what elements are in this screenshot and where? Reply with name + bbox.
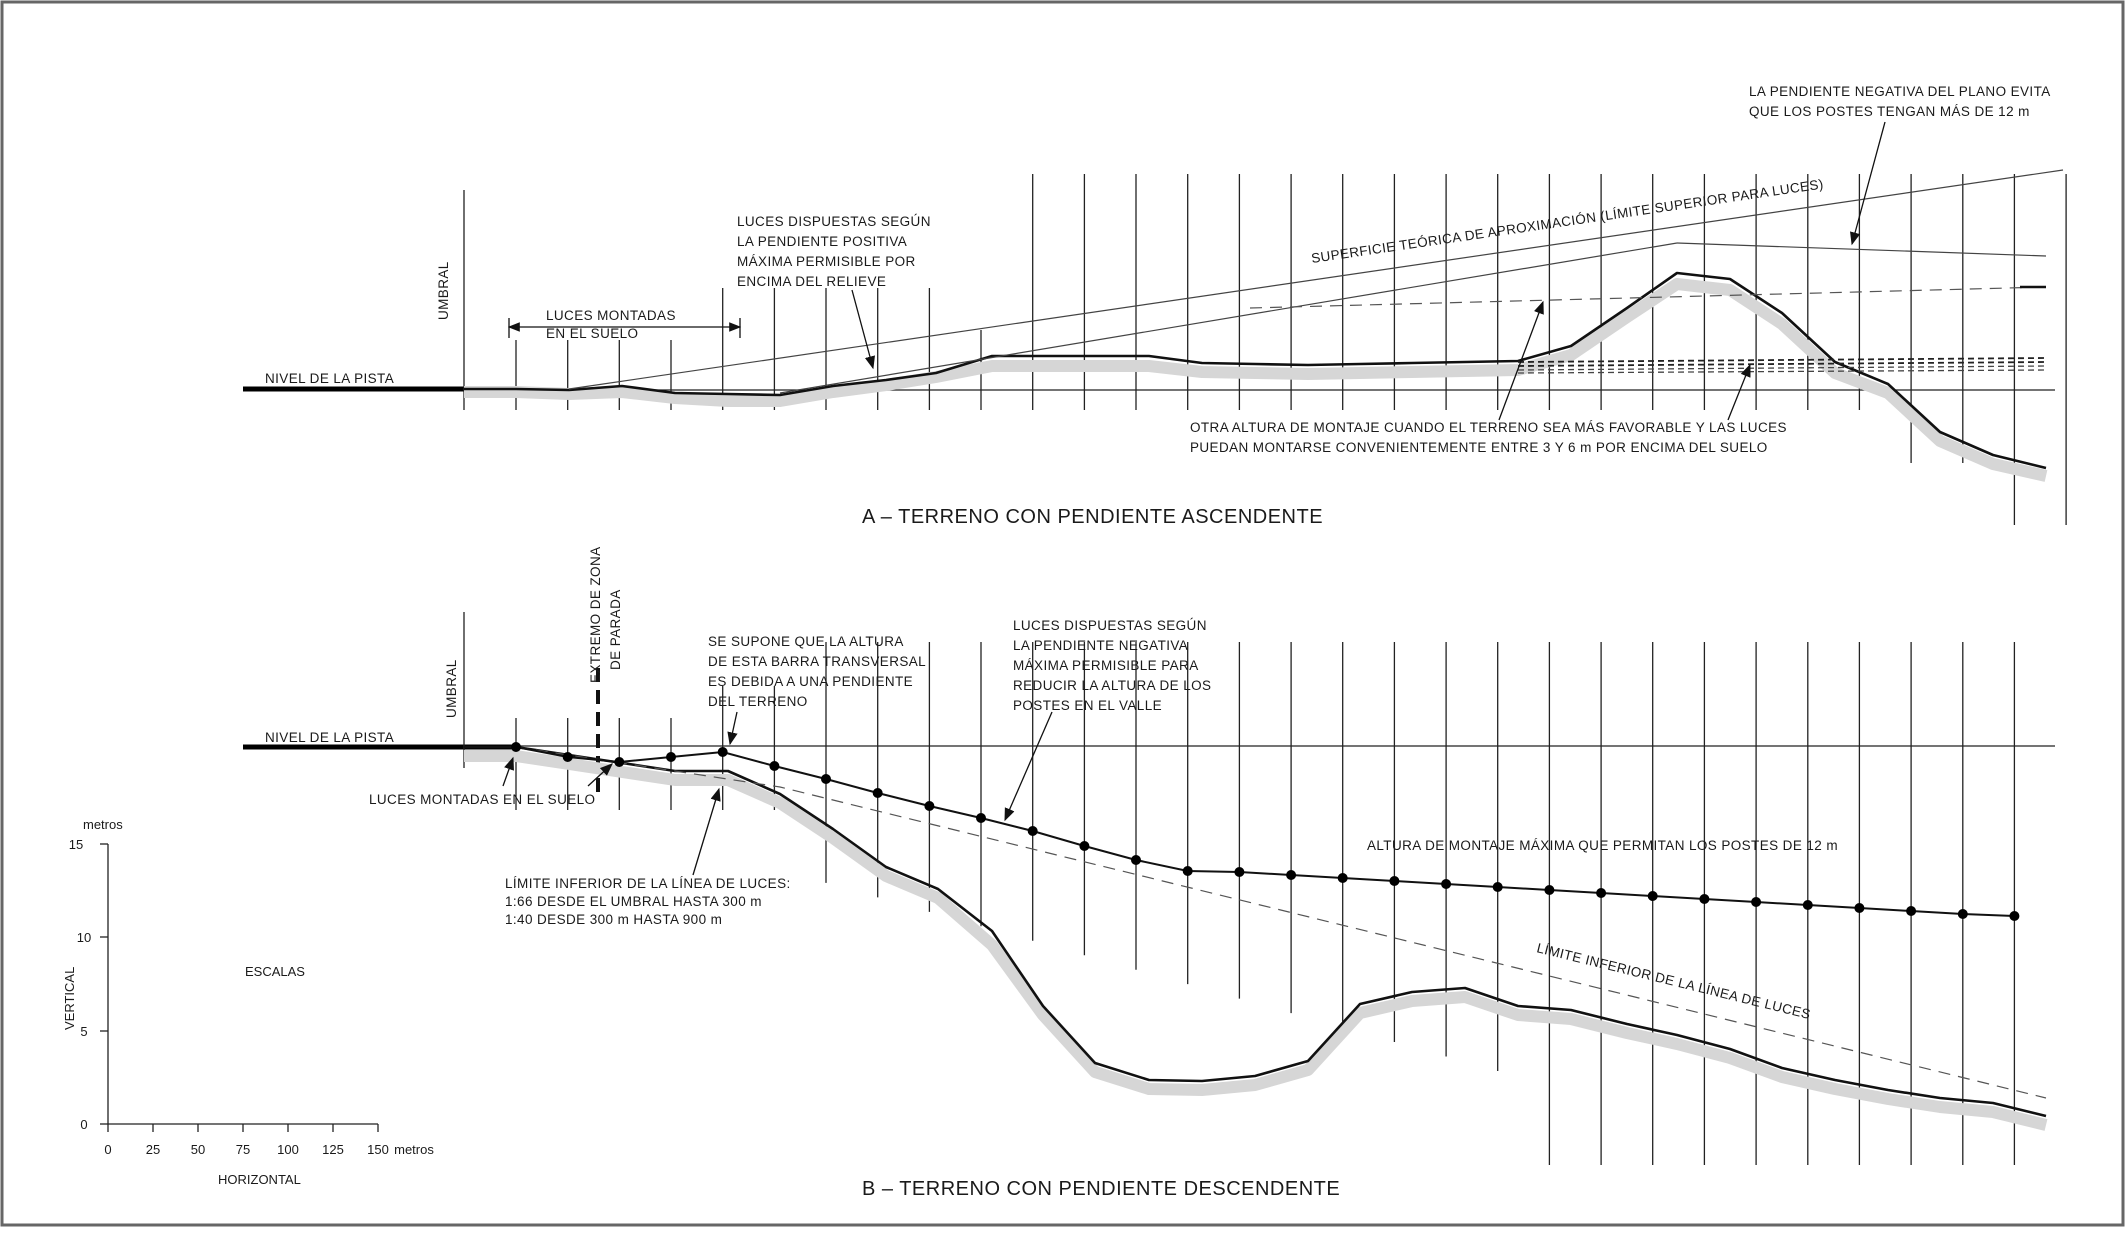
threshold-label-a: UMBRAL (436, 261, 451, 320)
crossbar-4: DEL TERRENO (708, 694, 808, 709)
v-tick-15: 15 (68, 837, 84, 852)
horizontal-unit: metros (394, 1142, 434, 1157)
panel-a (243, 84, 2066, 528)
negative-plane-arrow (1852, 122, 1885, 244)
light-point (1234, 867, 1244, 877)
light-point (666, 752, 676, 762)
ground-lights-b: LUCES MONTADAS EN EL SUELO (369, 792, 596, 807)
positive-slope-4: ENCIMA DEL RELIEVE (737, 274, 887, 289)
terrain-shadow-b (464, 756, 2046, 1125)
max-height-label: ALTURA DE MONTAJE MÁXIMA QUE PERMITAN LOS POSTES DE 12 m (1367, 838, 1838, 853)
light-point (1803, 900, 1813, 910)
crossbar-3: ES DEBIDA A UNA PENDIENTE (708, 674, 914, 689)
light-point (2009, 911, 2019, 921)
light-point (511, 742, 521, 752)
alt-mount-arrow-2 (1728, 365, 1750, 420)
light-point (1079, 841, 1089, 851)
light-point (1441, 879, 1451, 889)
approach-surface-label: SUPERFICIE TEÓRICA DE APROXIMACIÓN (LÍMITE SUPERIOR PARA LUCES) (1310, 176, 1825, 266)
negative-slope-5: POSTES EN EL VALLE (1013, 698, 1163, 713)
crossbar-2: DE ESTA BARRA TRANSVERSAL (708, 654, 927, 669)
h-tick-25: 25 (145, 1142, 161, 1157)
light-point (1958, 909, 1968, 919)
positive-slope-arrow (852, 290, 873, 368)
lower-limit-diag-label: LÍMITE INFERIOR DE LA LÍNEA DE LUCES (1535, 940, 1813, 1023)
ground-lights-a-1: LUCES MONTADAS (546, 308, 676, 323)
lower-limit-2: 1:66 DESDE EL UMBRAL HASTA 300 m (505, 894, 762, 909)
light-point (1596, 888, 1606, 898)
h-tick-0: 0 (104, 1142, 112, 1157)
panel-b-title: B – TERRENO CON PENDIENTE DESCENDENTE (862, 1178, 1341, 1200)
crossbar-1: SE SUPONE QUE LA ALTURA (708, 634, 904, 649)
runway-label-b: NIVEL DE LA PISTA (265, 730, 395, 745)
threshold-label-b: UMBRAL (444, 659, 459, 718)
alt-mount-line-2 (1518, 362, 2046, 366)
stopway-label-2: DE PARADA (608, 589, 623, 670)
alt-mount-1: OTRA ALTURA DE MONTAJE CUANDO EL TERRENO SEA MÁS FAVORABLE Y LAS LUCES (1190, 420, 1787, 435)
light-point (1906, 906, 1916, 916)
ground-lights-arrow-1 (503, 758, 513, 786)
positive-slope-2: LA PENDIENTE POSITIVA (737, 234, 908, 249)
light-point (1493, 882, 1503, 892)
negative-slope-2: LA PENDIENTE NEGATIVA (1013, 638, 1189, 653)
h-tick-50: 50 (190, 1142, 206, 1157)
v-tick-5: 5 (80, 1024, 88, 1039)
lower-limit-arrow (693, 789, 719, 875)
alt-mount-line-1 (1518, 358, 2046, 362)
light-point (1751, 897, 1761, 907)
stopway-label-1: EXTREMO DE ZONA (588, 546, 603, 683)
h-tick-100: 100 (277, 1142, 299, 1157)
ground-lights-a-2: EN EL SUELO (546, 326, 639, 341)
negative-slope-3: MÁXIMA PERMISIBLE PARA (1013, 658, 1199, 673)
alt-mount-2: PUEDAN MONTARSE CONVENIENTEMENTE ENTRE 3 Y 6 m POR ENCIMA DEL SUELO (1190, 440, 1768, 455)
h-tick-75: 75 (235, 1142, 251, 1157)
crossbar-arrow (730, 712, 737, 744)
negative-plane-1: LA PENDIENTE NEGATIVA DEL PLANO EVITA (1749, 84, 2051, 99)
light-point (614, 757, 624, 767)
light-point (1028, 826, 1038, 836)
negative-slope-plane (1677, 243, 2046, 256)
v-tick-10: 10 (76, 930, 92, 945)
runway-label-a: NIVEL DE LA PISTA (265, 371, 395, 386)
negative-slope-1: LUCES DISPUESTAS SEGÚN (1013, 618, 1207, 633)
light-point (769, 761, 779, 771)
terrain-profile-b (464, 747, 2046, 1116)
light-point (563, 752, 573, 762)
negative-slope-arrow (1005, 712, 1052, 820)
light-point (821, 774, 831, 784)
panel-b (243, 546, 2055, 1200)
alt-mount-line-4 (1518, 370, 2046, 373)
lower-limit-line (516, 747, 2046, 1098)
positive-slope-3: MÁXIMA PERMISIBLE POR (737, 254, 916, 269)
alt-mount-line-3 (1518, 366, 2046, 370)
light-point (1854, 903, 1864, 913)
h-tick-125: 125 (322, 1142, 344, 1157)
light-point (976, 813, 986, 823)
light-point (873, 788, 883, 798)
vertical-unit: metros (83, 817, 123, 832)
horizontal-title: HORIZONTAL (218, 1172, 301, 1187)
lower-limit-3: 1:40 DESDE 300 m HASTA 900 m (505, 912, 723, 927)
light-point (1183, 866, 1193, 876)
negative-plane-2: QUE LOS POSTES TENGAN MÁS DE 12 m (1749, 104, 2030, 119)
negative-slope-4: REDUCIR LA ALTURA DE LOS (1013, 678, 1212, 693)
light-point (1699, 894, 1709, 904)
light-point (1131, 855, 1141, 865)
scales (62, 817, 434, 1187)
panel-a-title: A – TERRENO CON PENDIENTE ASCENDENTE (862, 506, 1324, 528)
light-point (1648, 891, 1658, 901)
scales-label: ESCALAS (245, 964, 305, 979)
lower-limit-1: LÍMITE INFERIOR DE LA LÍNEA DE LUCES: (505, 876, 791, 891)
h-tick-150: 150 (367, 1142, 389, 1157)
light-point (1338, 873, 1348, 883)
v-tick-0: 0 (80, 1117, 88, 1132)
light-point (924, 801, 934, 811)
light-point (1286, 870, 1296, 880)
positive-slope-1: LUCES DISPUESTAS SEGÚN (737, 214, 931, 229)
light-point (718, 747, 728, 757)
vertical-title: VERTICAL (62, 966, 77, 1030)
light-point (1389, 876, 1399, 886)
light-point (1544, 885, 1554, 895)
